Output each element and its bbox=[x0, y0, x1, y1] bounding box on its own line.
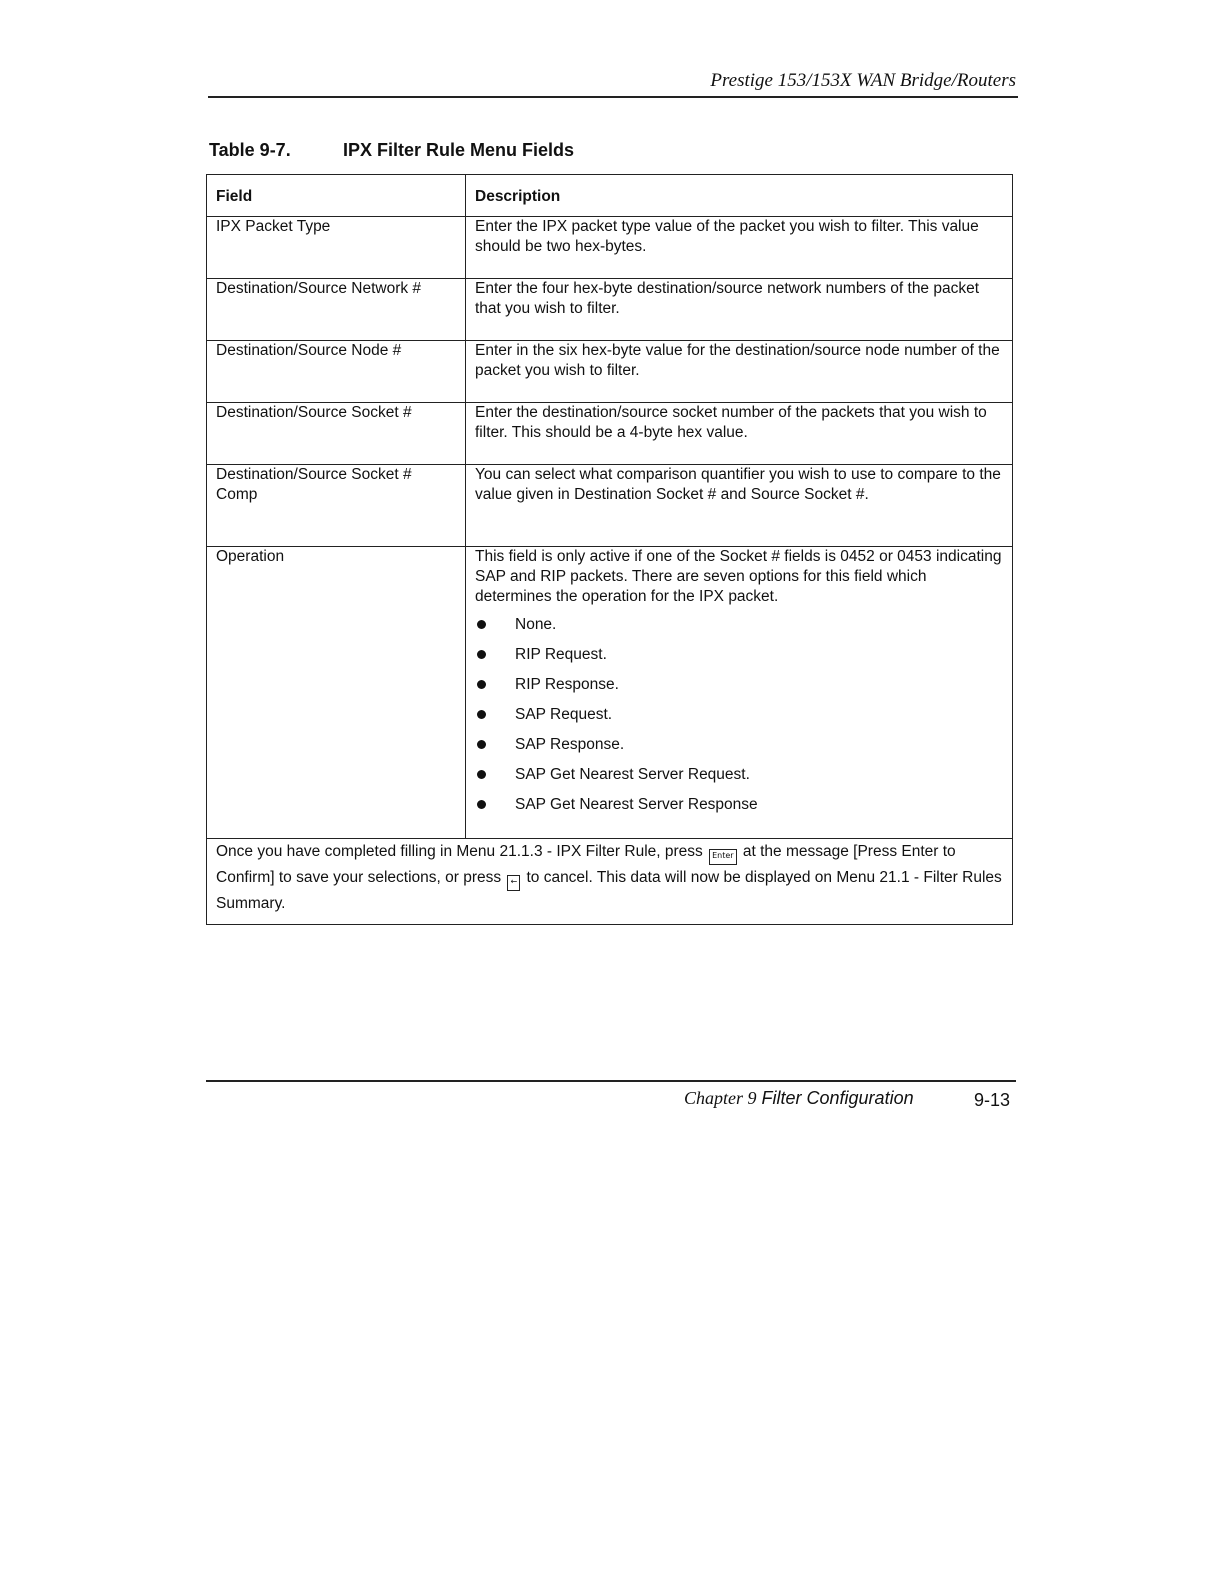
field-description: Enter the four hex-byte destination/source network numbers of the packet that you wish to filter. bbox=[466, 279, 1013, 341]
header-title: Prestige 153/153X WAN Bridge/Routers bbox=[710, 70, 1016, 91]
field-name: Destination/Source Socket # Comp bbox=[207, 465, 466, 547]
field-name: Destination/Source Node # bbox=[207, 341, 466, 403]
table-note-row bbox=[207, 839, 1013, 925]
field-name: Destination/Source Socket # bbox=[207, 403, 466, 465]
field-description: You can select what comparison quantifier you wish to use to compare to the value given in Destination Socket # and Source Socket #. bbox=[466, 465, 1013, 547]
option-label: SAP Get Nearest Server Request. bbox=[515, 766, 750, 783]
field-description: Enter the destination/source socket number of the packets that you wish to filter. This should be a 4-byte hex value. bbox=[466, 403, 1013, 465]
list-item bbox=[475, 795, 1003, 825]
table-row bbox=[207, 217, 1013, 279]
note-text-2: at the message [Press Enter to Confirm] to save your selections, or press bbox=[216, 843, 956, 886]
footer-chapter bbox=[684, 1088, 914, 1109]
list-item bbox=[475, 615, 1003, 645]
chapter-prefix: Chapter 9 bbox=[684, 1088, 757, 1108]
option-label: None. bbox=[515, 616, 557, 633]
option-label: RIP Response. bbox=[515, 676, 619, 693]
list-item bbox=[475, 675, 1003, 705]
table-row bbox=[207, 465, 1013, 547]
field-name: IPX Packet Type bbox=[207, 217, 466, 279]
option-label: SAP Request. bbox=[515, 706, 613, 723]
chapter-title: Filter Configuration bbox=[756, 1088, 914, 1108]
bullet-icon bbox=[477, 650, 486, 659]
table-row bbox=[207, 403, 1013, 465]
field-description: Enter in the six hex-byte value for the destination/source node number of the packet you wish to filter. bbox=[466, 341, 1013, 403]
table-row-operation bbox=[207, 547, 1013, 839]
bullet-icon bbox=[477, 710, 486, 719]
enter-key-icon: Enter bbox=[709, 849, 736, 865]
field-description bbox=[466, 547, 1013, 839]
page-header bbox=[208, 68, 1018, 98]
operation-description: This field is only active if one of the Socket # fields is 0452 or 0453 indicating SAP and RIP packets. There are seven options for this field which determines the operation for the IPX packet. bbox=[475, 548, 1002, 605]
bullet-icon bbox=[477, 680, 486, 689]
page-number: 9-13 bbox=[973, 1090, 1010, 1110]
escape-key-icon: ← bbox=[507, 875, 520, 891]
field-name: Destination/Source Network # bbox=[207, 279, 466, 341]
bullet-icon bbox=[477, 740, 486, 749]
field-name: Operation bbox=[207, 547, 466, 839]
option-label: SAP Response. bbox=[515, 736, 625, 753]
header-description: Description bbox=[466, 175, 1013, 217]
bullet-icon bbox=[477, 770, 486, 779]
list-item bbox=[475, 735, 1003, 765]
table-note bbox=[207, 839, 1013, 925]
page-footer bbox=[206, 1080, 1016, 1122]
table-header-row bbox=[207, 175, 1013, 217]
table-row bbox=[207, 279, 1013, 341]
table-row bbox=[207, 341, 1013, 403]
bullet-icon bbox=[477, 800, 486, 809]
note-text-1: Once you have completed filling in Menu 21.1.3 - IPX Filter Rule, press bbox=[216, 843, 708, 860]
operation-options-list bbox=[475, 615, 1003, 825]
note-text-3: to cancel. This data will now be displayed on Menu 21.1 - Filter Rules Summary. bbox=[216, 869, 1002, 912]
list-item bbox=[475, 645, 1003, 675]
table-caption bbox=[209, 140, 574, 161]
table-number: Table 9-7. bbox=[209, 140, 291, 160]
list-item bbox=[475, 765, 1003, 795]
option-label: RIP Request. bbox=[515, 646, 607, 663]
header-field: Field bbox=[207, 175, 466, 217]
field-description: Enter the IPX packet type value of the packet you wish to filter. This value should be two hex-bytes. bbox=[466, 217, 1013, 279]
fields-table bbox=[206, 174, 1013, 925]
bullet-icon bbox=[477, 620, 486, 629]
table-title: IPX Filter Rule Menu Fields bbox=[343, 140, 575, 160]
option-label: SAP Get Nearest Server Response bbox=[515, 796, 758, 813]
list-item bbox=[475, 705, 1003, 735]
